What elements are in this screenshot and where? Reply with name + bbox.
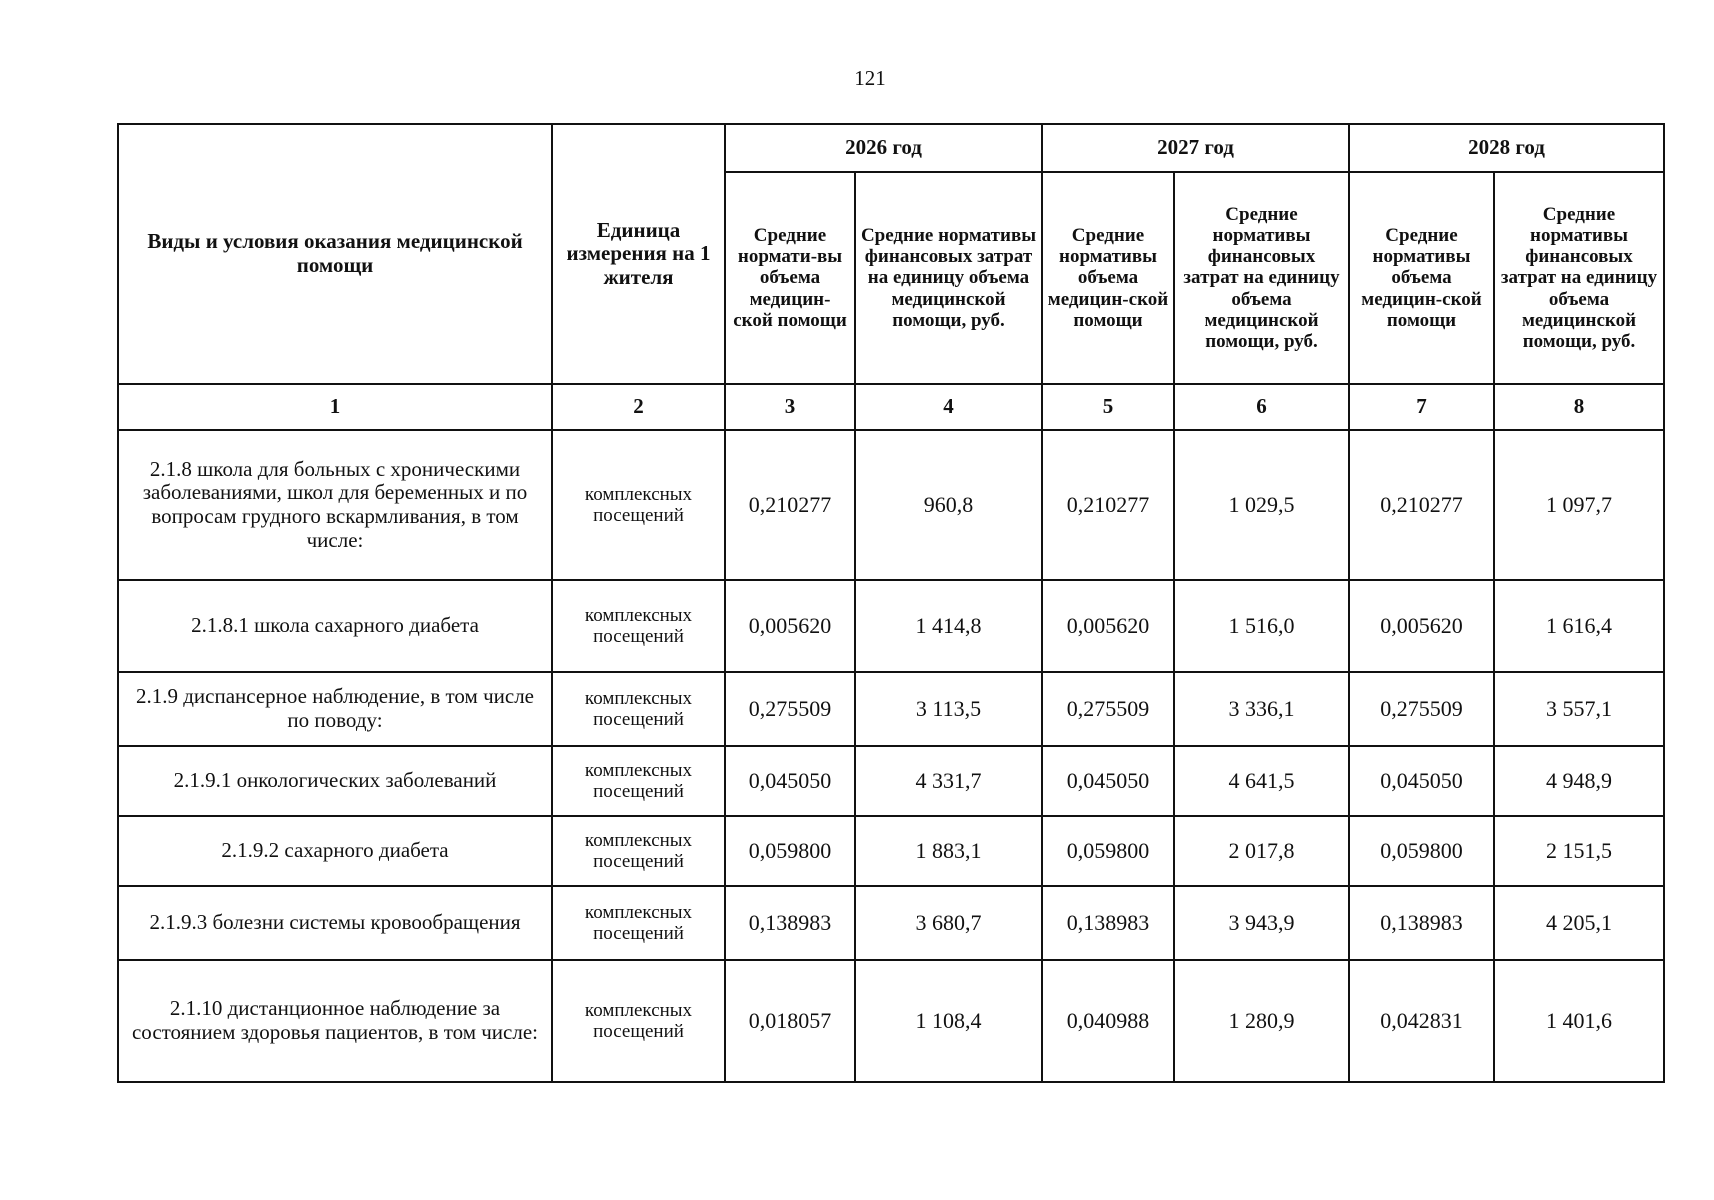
row-value: 0,045050 <box>1349 746 1494 816</box>
table-body <box>118 430 1664 1082</box>
row-unit: комплексных посещений <box>552 580 725 672</box>
header-cost-2027: Средние нормативы финансовых затрат на единицу объема медицинской помощи, руб. <box>1174 172 1349 384</box>
row-name: 2.1.9.1 онкологических заболеваний <box>118 746 552 816</box>
row-value: 1 029,5 <box>1174 430 1349 580</box>
table-row <box>118 816 1664 886</box>
row-unit: комплексных посещений <box>552 886 725 960</box>
row-unit: комплексных посещений <box>552 430 725 580</box>
page-number: 121 <box>854 66 886 90</box>
header-care-type: Виды и условия оказания медицинской помощи <box>118 124 552 384</box>
table-row <box>118 672 1664 746</box>
row-value: 1 516,0 <box>1174 580 1349 672</box>
row-name: 2.1.9 диспансерное наблюдение, в том числе по поводу: <box>118 672 552 746</box>
column-number: 7 <box>1349 384 1494 430</box>
header-volume-2027: Средние нормативы объема медицин-ской помощи <box>1042 172 1174 384</box>
row-value: 0,138983 <box>1349 886 1494 960</box>
row-value: 4 331,7 <box>855 746 1042 816</box>
column-number: 1 <box>118 384 552 430</box>
header-year-2028: 2028 год <box>1349 124 1664 172</box>
column-number: 5 <box>1042 384 1174 430</box>
column-number: 4 <box>855 384 1042 430</box>
row-unit: комплексных посещений <box>552 816 725 886</box>
row-name: 2.1.10 дистанционное наблюдение за состоянием здоровья пациентов, в том числе: <box>118 960 552 1082</box>
row-name: 2.1.9.3 болезни системы кровообращения <box>118 886 552 960</box>
table-row <box>118 580 1664 672</box>
row-value: 0,005620 <box>1042 580 1174 672</box>
row-value: 3 680,7 <box>855 886 1042 960</box>
row-value: 0,059800 <box>1042 816 1174 886</box>
row-value: 0,210277 <box>1042 430 1174 580</box>
row-value: 1 616,4 <box>1494 580 1664 672</box>
row-unit: комплексных посещений <box>552 960 725 1082</box>
header-cost-2028: Средние нормативы финансовых затрат на единицу объема медицинской помощи, руб. <box>1494 172 1664 384</box>
row-value: 0,045050 <box>1042 746 1174 816</box>
row-value: 1 108,4 <box>855 960 1042 1082</box>
column-number: 8 <box>1494 384 1664 430</box>
row-name: 2.1.9.2 сахарного диабета <box>118 816 552 886</box>
row-value: 0,005620 <box>725 580 855 672</box>
row-value: 3 943,9 <box>1174 886 1349 960</box>
row-value: 0,275509 <box>1042 672 1174 746</box>
row-value: 2 151,5 <box>1494 816 1664 886</box>
header-volume-2026: Средние нормати-вы объема медицин-ской помощи <box>725 172 855 384</box>
header-cost-2026: Средние нормативы финансовых затрат на единицу объема медицинской помощи, руб. <box>855 172 1042 384</box>
row-value: 0,275509 <box>1349 672 1494 746</box>
row-value: 960,8 <box>855 430 1042 580</box>
row-value: 0,138983 <box>1042 886 1174 960</box>
row-value: 4 641,5 <box>1174 746 1349 816</box>
row-value: 0,040988 <box>1042 960 1174 1082</box>
table-row <box>118 746 1664 816</box>
row-value: 0,210277 <box>1349 430 1494 580</box>
row-value: 0,138983 <box>725 886 855 960</box>
header-year-2026: 2026 год <box>725 124 1042 172</box>
column-number: 2 <box>552 384 725 430</box>
row-value: 4 205,1 <box>1494 886 1664 960</box>
norms-table <box>117 123 1665 1083</box>
table-row <box>118 430 1664 580</box>
row-value: 0,059800 <box>725 816 855 886</box>
row-value: 1 883,1 <box>855 816 1042 886</box>
row-unit: комплексных посещений <box>552 672 725 746</box>
header-unit: Единица измерения на 1 жителя <box>552 124 725 384</box>
row-value: 3 336,1 <box>1174 672 1349 746</box>
row-value: 0,005620 <box>1349 580 1494 672</box>
row-value: 2 017,8 <box>1174 816 1349 886</box>
row-value: 1 280,9 <box>1174 960 1349 1082</box>
row-value: 3 113,5 <box>855 672 1042 746</box>
table-row <box>118 960 1664 1082</box>
row-value: 3 557,1 <box>1494 672 1664 746</box>
header-year-2027: 2027 год <box>1042 124 1349 172</box>
row-value: 0,059800 <box>1349 816 1494 886</box>
row-value: 0,018057 <box>725 960 855 1082</box>
row-value: 0,275509 <box>725 672 855 746</box>
row-unit: комплексных посещений <box>552 746 725 816</box>
header-volume-2028: Средние нормативы объема медицин-ской помощи <box>1349 172 1494 384</box>
row-value: 1 097,7 <box>1494 430 1664 580</box>
table-row <box>118 886 1664 960</box>
row-value: 0,210277 <box>725 430 855 580</box>
row-value: 0,042831 <box>1349 960 1494 1082</box>
row-value: 1 414,8 <box>855 580 1042 672</box>
column-number: 6 <box>1174 384 1349 430</box>
column-number: 3 <box>725 384 855 430</box>
column-numbers-row <box>118 384 1664 430</box>
row-value: 0,045050 <box>725 746 855 816</box>
row-value: 1 401,6 <box>1494 960 1664 1082</box>
row-name: 2.1.8 школа для больных с хроническими заболеваниями, школ для беременных и по вопросам грудного вскармливания, в том числе: <box>118 430 552 580</box>
row-name: 2.1.8.1 школа сахарного диабета <box>118 580 552 672</box>
row-value: 4 948,9 <box>1494 746 1664 816</box>
